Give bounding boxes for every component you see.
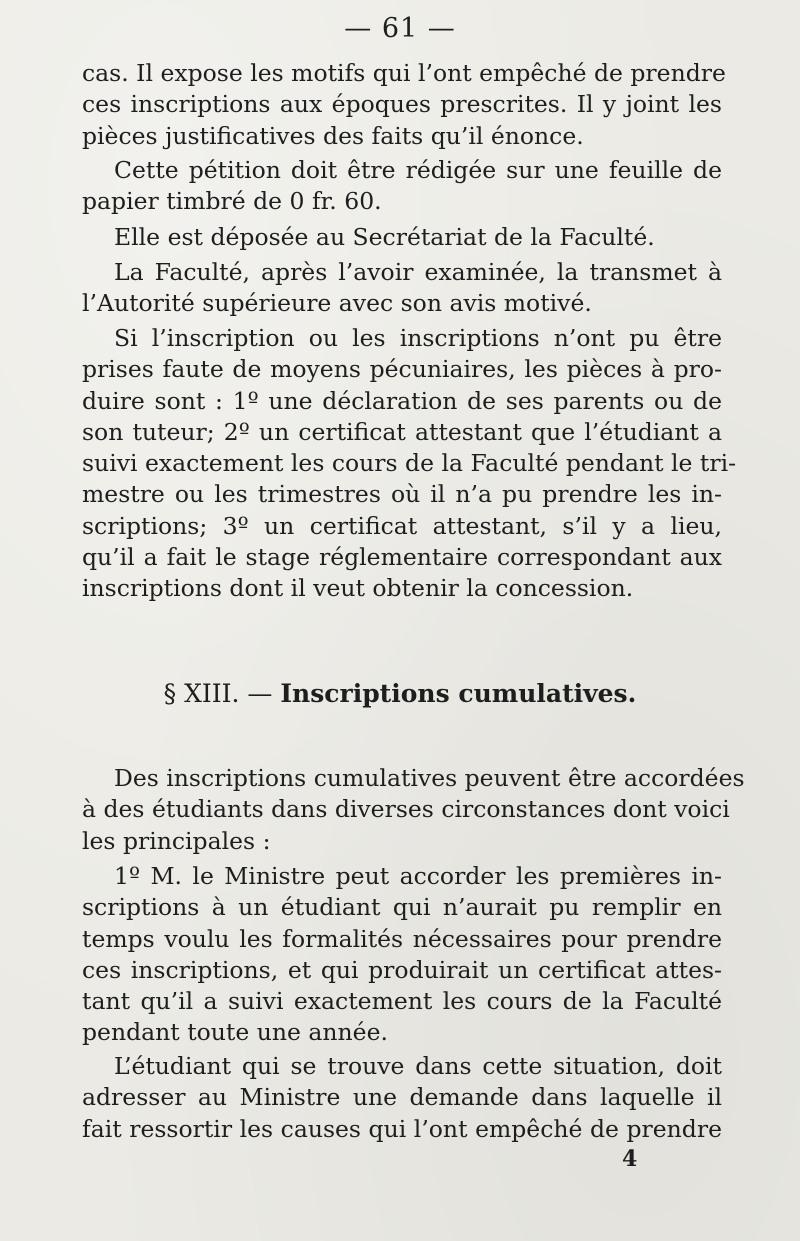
- text-line: qu’il a fait le stage réglementaire correspondant aux: [82, 543, 722, 572]
- text-line: Elle est déposée au Secrétariat de la Faculté.: [114, 223, 655, 251]
- text-line: L’étudiant qui se trouve dans cette situation, doit: [114, 1052, 722, 1080]
- text-line: fait ressortir les causes qui l’ont empêché de prendre: [82, 1114, 722, 1143]
- text-line: ces inscriptions, et qui produirait un certificat attes-: [82, 955, 722, 984]
- page-number: — 61 —: [344, 13, 456, 44]
- text-line: Des inscriptions cumulatives peuvent être accordées: [114, 764, 745, 792]
- paragraph-moyens-pecuniaires: [82, 323, 737, 605]
- text-line: scriptions; 3º un certificat attestant, s’il y a lieu,: [82, 511, 722, 540]
- text-line: prises faute de moyens pécuniaires, les pièces à pro-: [82, 355, 722, 384]
- text-line: à des étudiants dans diverses circonstances dont voici: [82, 795, 730, 824]
- text-line: scriptions à un étudiant qui n’aurait pu remplir en: [82, 893, 722, 922]
- section-number: § XIII. —: [163, 679, 273, 708]
- text-line: ces inscriptions aux époques prescrites. Il y joint les: [82, 90, 722, 119]
- paragraph-etudiant-situation: [82, 1051, 722, 1145]
- text-line: mestre ou les trimestres où il n’a pu prendre les in-: [82, 480, 722, 509]
- paragraph-ministre-accorder: [82, 861, 722, 1049]
- text-line: les principales :: [82, 826, 271, 855]
- text-line: cas. Il expose les motifs qui l’ont empêché de prendre: [82, 59, 726, 87]
- section-heading: [0, 678, 800, 710]
- text-line: Cette pétition doit être rédigée sur une feuille de: [114, 156, 722, 184]
- text-line: La Faculté, après l’avoir examinée, la transmet à: [114, 258, 722, 286]
- paragraph-inscriptions-cumulatives: [82, 763, 745, 857]
- text-line: son tuteur; 2º un certificat attestant que l’étudiant a: [82, 417, 722, 446]
- text-line: l’Autorité supérieure avec son avis motivé.: [82, 289, 592, 318]
- paragraph-papier-timbre: [82, 155, 722, 218]
- text-line: tant qu’il a suivi exactement les cours de la Faculté: [82, 987, 722, 1016]
- paragraph-petition-motifs: [82, 58, 726, 152]
- text-line: temps voulu les formalités nécessaires pour prendre: [82, 924, 722, 953]
- text-line: suivi exactement les cours de la Faculté pendant le tri-: [82, 449, 737, 478]
- text-line: duire sont : 1º une déclaration de ses parents ou de: [82, 386, 722, 415]
- text-line: 1º M. le Ministre peut accorder les premières in-: [114, 862, 722, 890]
- text-line: adresser au Ministre une demande dans laquelle il: [82, 1083, 722, 1112]
- section-title: Inscriptions cumulatives.: [280, 679, 637, 708]
- text-line: pendant toute une année.: [82, 1018, 388, 1047]
- text-line: pièces justificatives des faits qu’il énonce.: [82, 121, 584, 150]
- text-line: inscriptions dont il veut obtenir la concession.: [82, 574, 634, 603]
- paragraph-secretariat: [82, 222, 722, 253]
- signature-mark: 4: [622, 1146, 638, 1172]
- text-line: Si l’inscription ou les inscriptions n’ont pu être: [114, 324, 722, 352]
- text-line: papier timbré de 0 fr. 60.: [82, 187, 382, 216]
- paragraph-faculte-transmet: [82, 257, 722, 320]
